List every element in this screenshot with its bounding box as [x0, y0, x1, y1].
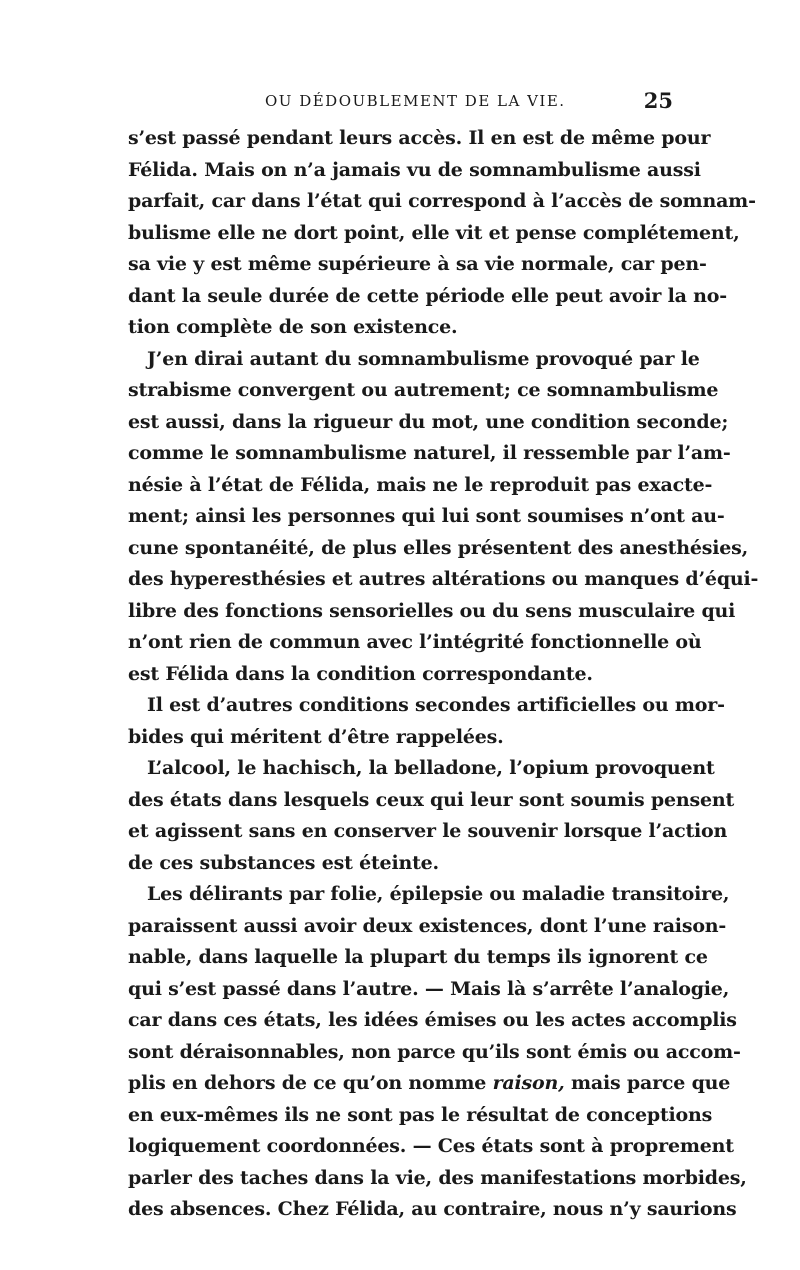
text-line: Les délirants par folie, épilepsie ou maladie transitoire, [147, 883, 730, 905]
text-line: et agissent sans en conserver le souvenir lorsque l’action [128, 820, 728, 842]
text-line: sa vie y est même supérieure à sa vie normale, car pen- [128, 253, 707, 275]
text-line: Il est d’autres conditions secondes artificielles ou mor- [147, 694, 725, 716]
text-line: ment; ainsi les personnes qui lui sont soumises n’ont au- [128, 505, 725, 527]
text-line: L’alcool, le hachisch, la belladone, l’opium provoquent [147, 757, 715, 779]
text-segment: mais parce que [564, 1072, 731, 1094]
text-line: sont déraisonnables, non parce qu’ils sont émis ou accom- [128, 1040, 741, 1063]
text-line-with-italic [128, 1068, 731, 1100]
text-line: bulisme elle ne dort point, elle vit et pense complétement, [128, 221, 740, 244]
text-line: car dans ces états, les idées émises ou les actes accomplis [128, 1009, 737, 1031]
running-head [128, 88, 673, 118]
text-line: est Félida dans la condition correspondante. [128, 662, 593, 685]
text-line: cune spontanéité, de plus elles présentent des anesthésies, [128, 536, 749, 559]
text-line: des états dans lesquels ceux qui leur sont soumis pensent [128, 788, 735, 811]
text-line: parfait, car dans l’état qui correspond à l’accès de somnam- [128, 190, 756, 212]
body-text [128, 123, 759, 1226]
text-line: tion complète de son existence. [128, 316, 458, 338]
text-line: dant la seule durée de cette période elle peut avoir la no- [128, 284, 727, 307]
text-line: qui s’est passé dans l’autre. — Mais là s’arrête l’analogie, [128, 977, 730, 1000]
text-line: strabisme convergent ou autrement; ce somnambulisme [128, 379, 719, 401]
text-line: est aussi, dans la rigueur du mot, une condition seconde; [128, 410, 729, 433]
text-line: n’ont rien de commun avec l’intégrité fonctionnelle où [128, 631, 702, 653]
italic-word: raison, [492, 1072, 565, 1094]
page-number: 25 [643, 88, 673, 113]
text-line: s’est passé pendant leurs accès. Il en est de même pour [128, 127, 711, 149]
text-line: Félida. Mais on n’a jamais vu de somnambulisme aussi [128, 158, 701, 181]
text-line: logiquement coordonnées. — Ces états sont à proprement [128, 1135, 734, 1157]
text-line: des hyperesthésies et autres altérations ou manques d’équi- [128, 568, 759, 590]
text-line: paraissent aussi avoir deux existences, dont l’une raison- [128, 914, 727, 937]
text-line: de ces substances est éteinte. [128, 851, 439, 874]
running-title: OU DÉDOUBLEMENT DE LA VIE. [265, 92, 566, 110]
text-line: nable, dans laquelle la plupart du temps ils ignorent ce [128, 946, 708, 968]
text-line: nésie à l’état de Félida, mais ne le reproduit pas exacte- [128, 473, 713, 496]
text-line: en eux-mêmes ils ne sont pas le résultat de conceptions [128, 1103, 713, 1126]
text-line: parler des taches dans la vie, des manifestations morbides, [128, 1166, 747, 1189]
text-line: des absences. Chez Félida, au contraire, nous n’y saurions [128, 1198, 737, 1220]
text-line: bides qui méritent d’être rappelées. [128, 725, 504, 748]
text-line: comme le somnambulisme naturel, il ressemble par l’am- [128, 442, 731, 464]
text-segment: plis en dehors de ce qu’on nomme [128, 1072, 493, 1094]
text-line: libre des fonctions sensorielles ou du sens musculaire qui [128, 599, 736, 622]
text-line: J’en dirai autant du somnambulisme provoqué par le [147, 347, 700, 370]
